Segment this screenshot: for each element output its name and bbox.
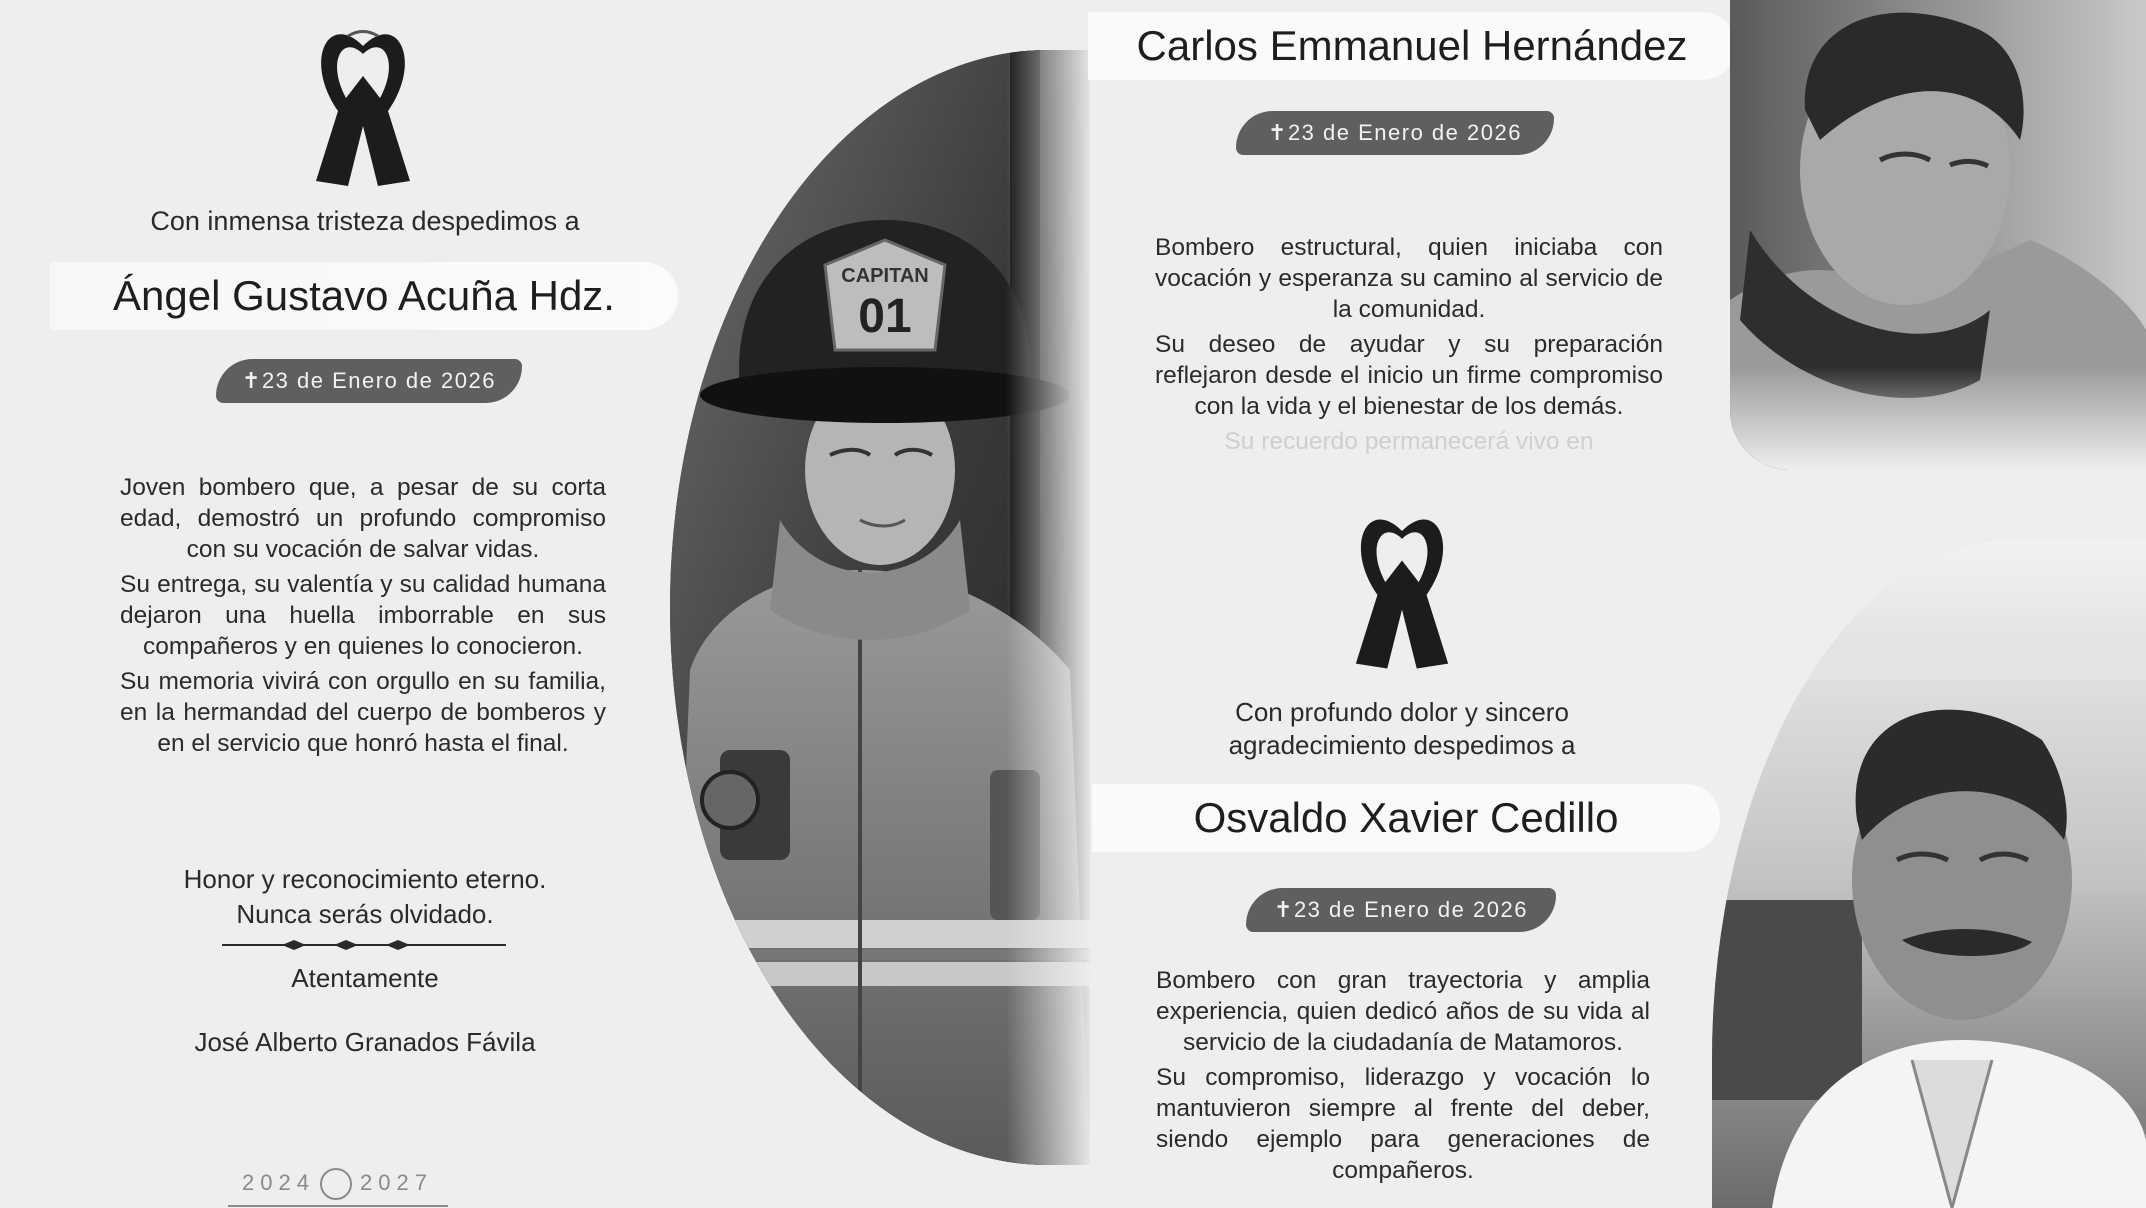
name-banner <box>1088 12 1736 80</box>
paragraph: Su memoria vivirá con orgullo en su familia, en la hermandad del cuerpo de bomberos y en el servicio que honró hasta el final. <box>120 668 606 757</box>
ornament-divider <box>222 938 506 952</box>
firefighter-photo <box>670 50 1090 1165</box>
mourning-ribbon-icon <box>308 16 418 188</box>
paragraph: Joven bombero que, a pesar de su corta edad, demostró un profundo compromiso con su vocación de salvar vidas. <box>120 474 606 563</box>
mourning-ribbon-icon <box>1348 500 1456 672</box>
portrait-photo <box>1730 0 2146 470</box>
intro-text: Con profundo dolor y sincero agradecimiento despedimos a <box>1228 697 1576 760</box>
date-pill: ✝23 de Enero de 2026 <box>1236 111 1554 155</box>
tribute-text <box>1155 232 1663 461</box>
closing-line: Nunca serás olvidado. <box>236 899 494 929</box>
paragraph: Su compromiso, liderazgo y vocación lo mantuvieron siempre al frente del deber, siendo ejemplo para generaciones de compañeros. <box>1156 1064 1650 1184</box>
name-banner <box>50 262 678 330</box>
paragraph: Su recuerdo permanecerá vivo en <box>1224 428 1594 455</box>
footer-year-start: 2024 <box>242 1170 315 1195</box>
date-pill: ✝23 de Enero de 2026 <box>216 359 522 403</box>
tribute-text <box>120 472 606 763</box>
intro-text: Con inmensa tristeza despedimos a <box>150 206 580 236</box>
deceased-name: Carlos Emmanuel Hernández <box>1136 22 1688 69</box>
footer-year-end: 2027 <box>360 1170 433 1195</box>
deceased-name: Osvaldo Xavier Cedillo <box>1193 794 1619 841</box>
tribute-text <box>1156 965 1650 1190</box>
deceased-name: Ángel Gustavo Acuña Hdz. <box>113 272 615 319</box>
paragraph: Su entrega, su valentía y su calidad humana dejaron una huella imborrable en sus compañeros y en quienes lo conocieron. <box>120 571 606 660</box>
paragraph: Bombero con gran trayectoria y amplia experiencia, quien dedicó años de su vida al servicio de la ciudadanía de Matamoros. <box>1156 967 1650 1056</box>
name-banner <box>1092 784 1720 852</box>
text-fade-overlay <box>1140 465 1680 503</box>
signoff: Atentamente <box>291 963 439 993</box>
closing-line: Honor y reconocimiento eterno. <box>183 864 547 894</box>
signer-name: José Alberto Granados Fávila <box>194 1027 536 1057</box>
seal-icon <box>320 1168 352 1200</box>
portrait-photo <box>1712 540 2146 1208</box>
footer-underline <box>228 1205 448 1207</box>
paragraph: Bombero estructural, quien iniciaba con vocación y esperanza su camino al servicio de la comunidad. <box>1155 234 1663 323</box>
paragraph: Su deseo de ayudar y su preparación reflejaron desde el inicio un firme compromiso con la vida y el bienestar de los demás. <box>1155 331 1663 420</box>
date-pill: ✝23 de Enero de 2026 <box>1246 888 1556 932</box>
footer-years <box>228 1168 448 1208</box>
